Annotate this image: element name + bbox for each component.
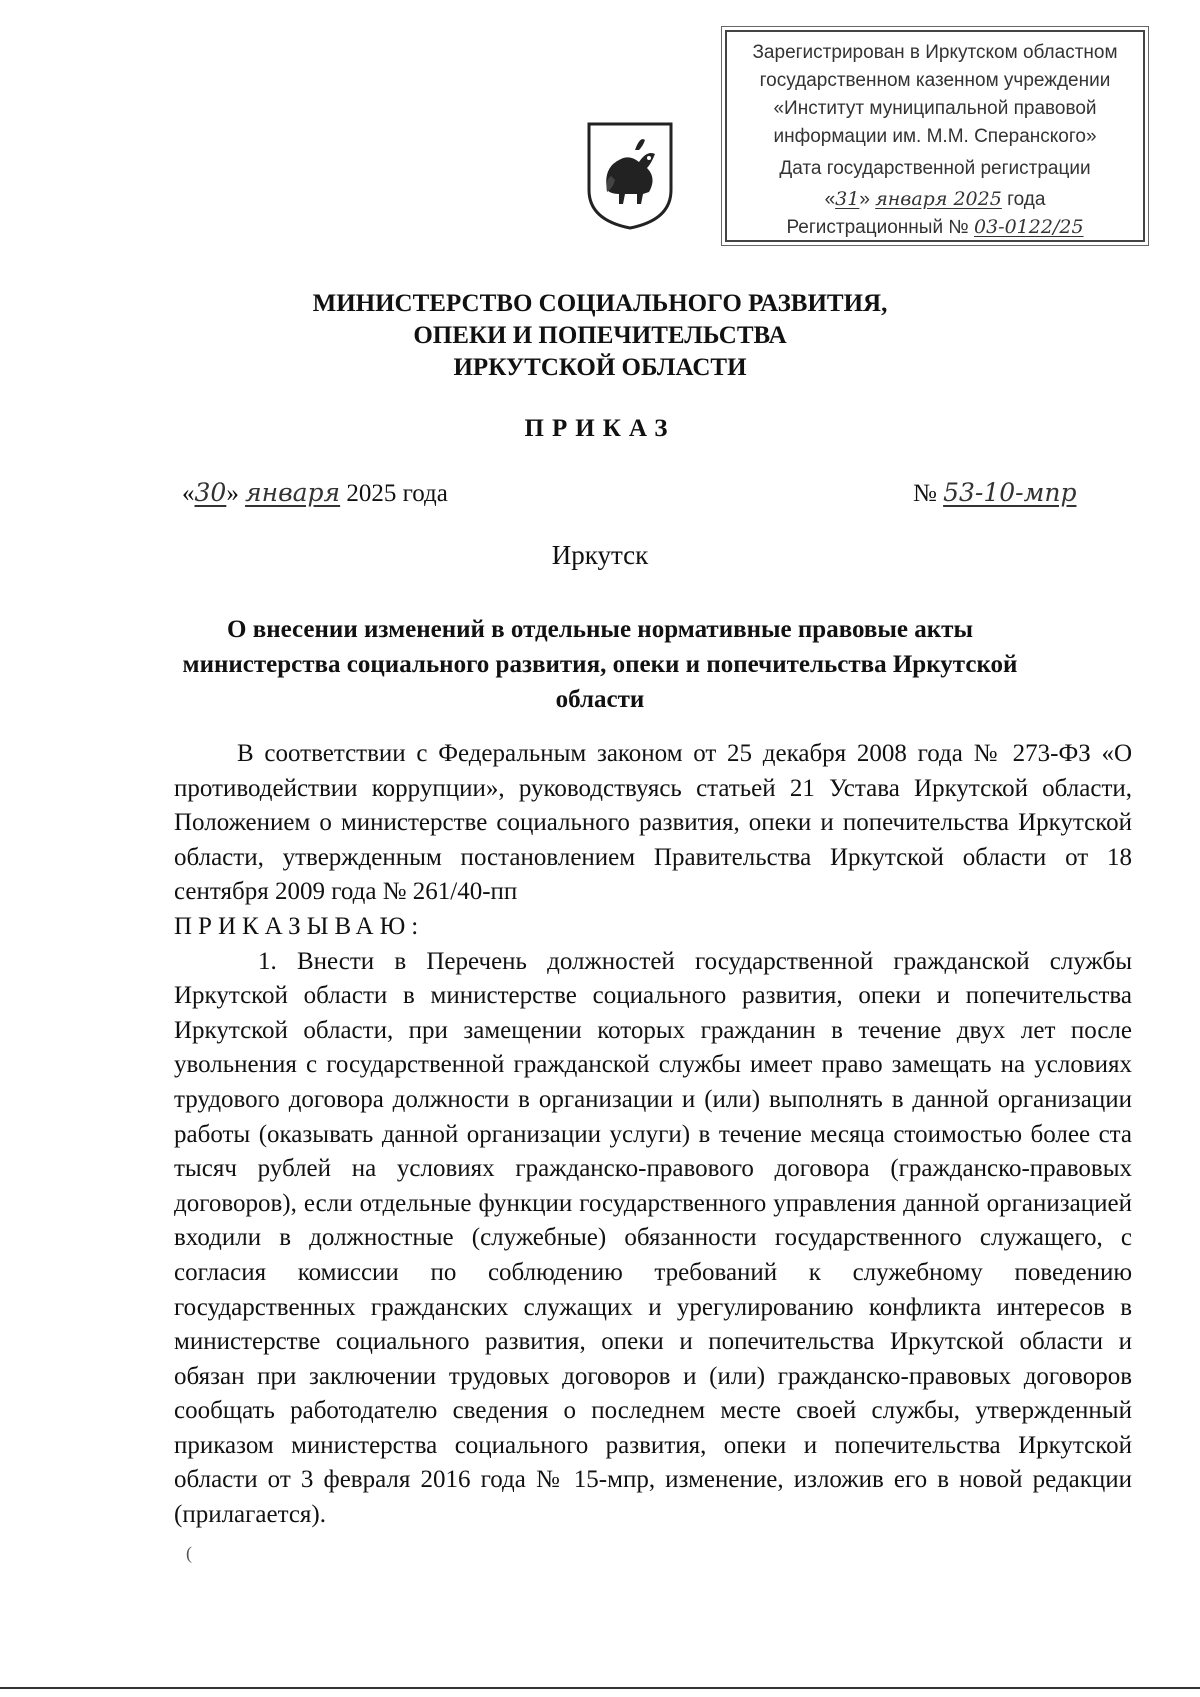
coat-of-arms-icon: [585, 120, 675, 230]
stamp-registration-number: [727, 216, 1143, 239]
order-number: [913, 478, 1076, 508]
stamp-line-2: государственном казенном учреждении: [759, 70, 1111, 91]
item-1-paragraph: 1. Внести в Перечень должностей государственной гражданской службы Иркутской области в министерстве социального развития, опеки и попечительства Иркутской области, при замещении которых гражданин в течение двух лет после увольнения с государственной гражданской службы имеет право замещать на условиях трудового договора должности в организации и (или) выполнять в данной организации работы (оказывать данной организации услуги) в течение месяца стоимостью более ста тысяч рублей на условиях гражданско-правового договора (гражданско-правовых договоров), если отдельные функции государственного управления данной организацией входили в должностные (служебные) обязанности государственного служащего, с согласия комиссии по соблюдению требований к служебному поведению государственных гражданских служащих и урегулированию конфликта интересов в министерстве социального развития, опеки и попечительства Иркутской области и обязан при заключении трудовых договоров и (или) гражданско-правовых договоров сообщать работодателю сведения о последнем месте своей службы, утвержденный приказом министерства социального развития, опеки и попечительства Иркутской области от 3 февраля 2016 года № 15-мпр, изменение, изложив его в новой редакции (прилагается).: [174, 947, 1132, 1529]
subject-line-1: О внесении изменений в отдельные нормативные правовые акты: [227, 616, 973, 643]
order-directive: ПРИКАЗЫВАЮ:: [174, 912, 425, 940]
ministry-line-2: ОПЕКИ И ПОПЕЧИТЕЛЬСТВА: [413, 322, 787, 349]
ministry-name: [0, 288, 1200, 384]
stamp-registration-date: «31» января 2025 года: [824, 188, 1046, 210]
document-type: ПРИКАЗ: [524, 415, 676, 442]
subject-line-2: министерства социального развития, опеки и попечительства Иркутской: [182, 651, 1018, 678]
stamp-reg-number: 03-0122/25: [974, 216, 1084, 238]
ministry-line-1: МИНИСТЕРСТВО СОЦИАЛЬНОГО РАЗВИТИЯ,: [312, 290, 888, 317]
stamp-date-month: января 2025: [875, 188, 1002, 210]
stamp-line-1: Зарегистрирован в Иркутском областном: [752, 42, 1118, 63]
stamp-date-suffix: года: [1007, 189, 1046, 210]
stamp-line-3: «Институт муниципальной правовой: [773, 98, 1097, 119]
page-bottom-divider: [0, 1687, 1200, 1689]
order-date-day: 30: [194, 478, 227, 507]
order-date: «30» января 2025 года: [182, 478, 448, 507]
margin-mark: (: [186, 1543, 192, 1563]
preamble-paragraph: В соответствии с Федеральным законом от 25 декабря 2008 года № 273-ФЗ «О противодействии коррупции», руководствуясь статьей 21 Устава Иркутской области, Положением о министерстве социального развития, опеки и попечительства Иркутской области, утвержденным постановлением Правительства Иркутской области от 18 сентября 2009 года № 261/40-пп: [174, 740, 1132, 906]
order-date-month: января: [245, 478, 341, 507]
order-subject: [0, 612, 1200, 717]
stamp-line-4: информации им. М.М. Сперанского»: [773, 126, 1097, 147]
order-number-value: 53-10-мпр: [943, 478, 1077, 507]
subject-line-3: области: [555, 686, 645, 713]
city-name: Иркутск: [551, 540, 649, 570]
order-date-year: 2025 года: [346, 480, 448, 507]
stamp-reg-label: Регистрационный №: [786, 217, 969, 238]
registration-stamp: [725, 30, 1145, 242]
order-number-label: №: [913, 480, 937, 507]
stamp-date-day: 31: [835, 188, 860, 210]
document-body: [174, 737, 1132, 1533]
ministry-line-3: ИРКУТСКОЙ ОБЛАСТИ: [453, 354, 747, 381]
stamp-line-5: Дата государственной регистрации: [779, 158, 1091, 179]
